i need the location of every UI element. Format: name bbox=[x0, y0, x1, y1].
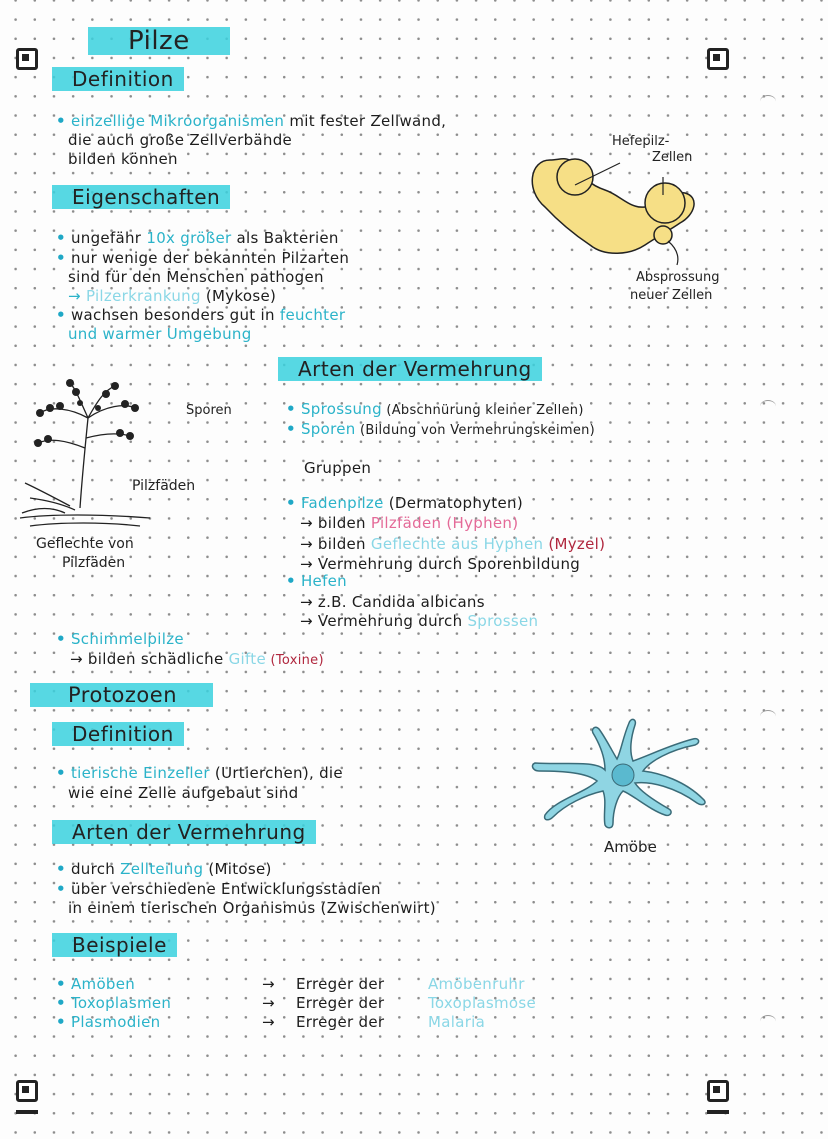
punch-hole-mark bbox=[760, 1015, 776, 1028]
beispiel-row-1: • Amöben → Erreger der Amöbenruhr bbox=[56, 975, 525, 993]
hefen-1: → z.B. Candida albicans bbox=[300, 593, 485, 611]
gruppen-label: Gruppen bbox=[304, 459, 372, 477]
corner-marker-top-left bbox=[16, 48, 38, 70]
corner-marker-bottom-right bbox=[707, 1080, 729, 1102]
geflecht-label-2: Pilzfäden bbox=[62, 555, 126, 571]
heading-protozoen: Protozoen bbox=[30, 683, 213, 707]
absprossung-label-1: Absprossung bbox=[636, 270, 720, 285]
heading-arten-der-vermehrung: Arten der Vermehrung bbox=[278, 357, 542, 381]
heading-definition: Definition bbox=[52, 67, 184, 91]
amoebe-label: Amöbe bbox=[604, 838, 657, 856]
protozoen-definition-2: wie eine Zelle aufgebaut sind bbox=[68, 784, 299, 802]
heading-eigenschaften: Eigenschaften bbox=[52, 185, 230, 209]
eigenschaft-2b: sind für den Menschen pathogen bbox=[68, 268, 324, 286]
hefen-2: → Vermehrung durch Sprossen bbox=[300, 612, 539, 630]
gruppe-fadenpilze: • Fadenpilze (Dermatophyten) bbox=[286, 494, 523, 512]
protozoen-vermehrung-2a: • über verschiedene Entwicklungsstadien bbox=[56, 880, 381, 898]
pilzfaeden-illustration bbox=[10, 378, 160, 533]
definition-line-2: die auch große Zellverbände bbox=[68, 131, 293, 149]
eigenschaft-3a: • wachsen besonders gut in feuchter bbox=[56, 306, 346, 324]
definition-line-1: • einzellige Mikroorganismen mit fester Zellwand, bbox=[56, 112, 447, 130]
corner-marker-top-right bbox=[707, 48, 729, 70]
absprossung-label-2: neuer Zellen bbox=[630, 288, 713, 303]
eigenschaft-3b: und warmer Umgebung bbox=[68, 325, 252, 343]
hefe-label-1: Hefepilz- bbox=[612, 134, 670, 149]
punch-hole-mark bbox=[760, 710, 776, 723]
punch-hole-mark bbox=[760, 95, 776, 108]
beispiel-row-3: • Plasmodien → Erreger der Malaria bbox=[56, 1013, 486, 1031]
punch-hole-mark bbox=[760, 400, 776, 413]
heading-beispiele: Beispiele bbox=[52, 933, 177, 957]
schimmelpilze: • Schimmelpilze bbox=[56, 630, 184, 648]
pilzfaeden-label: Pilzfäden bbox=[132, 478, 196, 494]
corner-bar-bottom-right bbox=[707, 1110, 729, 1114]
fadenpilze-3: → Vermehrung durch Sporenbildung bbox=[300, 555, 581, 573]
vermehrung-sprossung: • Sprossung (Abschnürung kleiner Zellen) bbox=[286, 400, 584, 418]
fadenpilze-2: → bilden Geflechte aus Hyphen (Myzel) bbox=[300, 535, 606, 553]
protozoen-vermehrung-2b: in einem tierischen Organismus (Zwischenwirt) bbox=[68, 899, 436, 917]
beispiel-row-2: • Toxoplasmen → Erreger der Toxoplasmose bbox=[56, 994, 537, 1012]
fadenpilze-1: → bilden Pilzfäden (Hyphen) bbox=[300, 514, 519, 532]
highlight-mikroorganismen: einzellige Mikroorganismen bbox=[70, 112, 285, 130]
eigenschaft-1: • ungefähr 10x größer als Bakterien bbox=[56, 229, 339, 247]
protozoen-vermehrung-1: • durch Zellteilung (Mitose) bbox=[56, 860, 272, 878]
heading-protozoen-vermehrung: Arten der Vermehrung bbox=[52, 820, 316, 844]
sporen-label: Sporen bbox=[186, 403, 232, 418]
corner-bar-bottom-left bbox=[16, 1110, 38, 1114]
corner-marker-bottom-left bbox=[16, 1080, 38, 1102]
vermehrung-sporen: • Sporen (Bildung von Vermehrungskeimen) bbox=[286, 420, 596, 438]
hefe-label-2: Zellen bbox=[652, 150, 693, 165]
protozoen-definition-1: • tierische Einzeller (Urtierchen), die bbox=[56, 764, 343, 782]
eigenschaft-2a: • nur wenige der bekannten Pilzarten bbox=[56, 249, 350, 267]
schimmelpilze-1: → bilden schädliche Gifte (Toxine) bbox=[70, 650, 324, 668]
heading-protozoen-definition: Definition bbox=[52, 722, 184, 746]
absprossung-pointer bbox=[668, 241, 678, 265]
page-title: Pilze bbox=[88, 27, 230, 55]
geflecht-label-1: Geflechte von bbox=[36, 536, 134, 552]
amoebe-illustration bbox=[525, 715, 725, 835]
eigenschaft-2c: → Pilzerkrankung (Mykose) bbox=[68, 287, 277, 305]
definition-line-3: bilden können bbox=[68, 150, 178, 168]
gruppe-hefen: • Hefen bbox=[286, 572, 347, 590]
